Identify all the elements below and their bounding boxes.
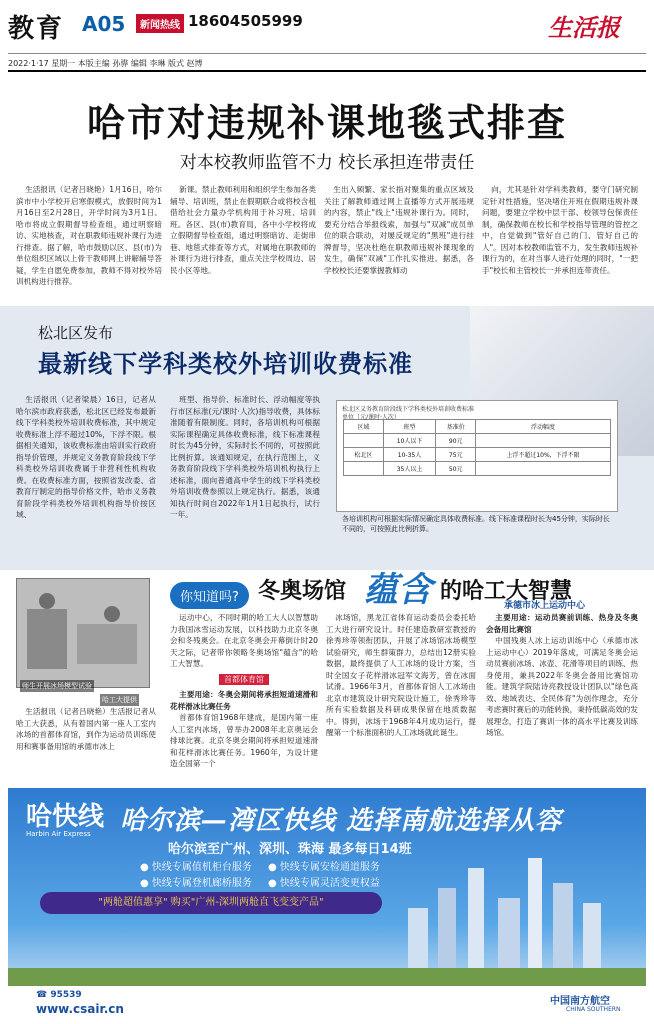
airline-name: 中国南方航空	[550, 996, 610, 1007]
ad-subtitle: 哈尔滨至广州、深圳、珠海 最多每日14班	[168, 842, 412, 857]
did-you-know-bubble: 你知道吗?	[170, 582, 249, 609]
table-cell: 75元	[436, 448, 476, 462]
table-unit: 单位（元/课时·人次）	[342, 414, 400, 421]
ad-bullet: ● 快线专属灵活变更权益	[268, 878, 380, 889]
article2-kicker: 松北区发布	[38, 324, 114, 342]
table-header: 浮动幅度	[476, 420, 611, 434]
article3-col4: 主要用途：运动员赛前训练、热身及冬奥会备用比赛馆 中国残奥人冰上运动训练中心（承德市冰上运动中心）2019年落成，可满足冬奥会运动员赛前冰场、冰壶、花滑等项目的训练、热身使用，兼具2022年冬奥会备用比赛馆功能。建筑学院陆诗亮教授设计团队以"绿色高效、地域表达、全民体育"为创作理念，充分考虑赛时赛后的功能转换，秉持低碳高效的发展理念，打造了赛训一体的高水平比赛及训练场馆。	[486, 613, 638, 737]
table-row	[344, 462, 611, 476]
photo-illustration	[17, 579, 149, 687]
ice-rink-test-photo	[16, 578, 150, 688]
table-cell	[476, 462, 611, 476]
ad-brand-name: 哈快线	[26, 802, 105, 832]
section-name: 教育	[8, 14, 65, 44]
header-rule	[8, 70, 646, 72]
article1-col4: 向，尤其是针对学科类教师，要守门研究制定针对性措施，坚决堵住开班在假期违规补课问题，要建立学校中层干部、校领导包保责任制，确保教师在校长和学校指导管理的管控之中，自觉做到"管好自己的门、管好自己的人"。因对本校教师监管不力，发生教师违规补课行为的，在对当事人进行处理的同时，"一把手"校长和主管校长一并承担连带责任。	[482, 185, 638, 275]
table-row	[344, 448, 611, 462]
subheadline-1: 对本校教师监管不力 校长承担连带责任	[179, 153, 475, 173]
ad-website[interactable]: www.csair.cn	[36, 1002, 124, 1016]
headline-2: 最新线下学科类校外培训收费标准	[38, 350, 413, 378]
headline-3-highlight: 蕴含	[364, 570, 432, 610]
ad-title: 哈尔滨—湾区快线 选择南航选择从容	[120, 806, 563, 836]
issue-meta: 2022·1·17 星期一 本版主编 孙骅 编辑 李琳 版式 赵博	[8, 59, 203, 68]
table-cell: 35人以上	[383, 462, 436, 476]
table-cell: 上浮不超过10%，下浮不限	[476, 448, 611, 462]
hotline-number: 18604505999	[188, 12, 303, 30]
page-number: A05	[82, 12, 126, 36]
headline-3-part1: 冬奥场馆	[258, 579, 347, 604]
photo-caption: 师生开展冰场模型试验	[22, 682, 92, 690]
ad-brand-english: Harbin Air Express	[26, 830, 91, 838]
article1-col1: 生活报讯（记者吕晓艳）1月16日，哈尔滨市中小学校开启寒假模式，放假时间为1月16日至2月28日，开学时间为3月1日。哈市将成立假期督导检查组，通过明察暗访、实地核查，对在职教师违规补课行为进行排查。据了解，哈市鼓励以区、县(市)为单位组织区域以上骨干教师网上讲解辅导答疑，学生自愿免费参加，教师不得对校外培训机构进行推荐。	[16, 185, 162, 286]
table-cell	[344, 462, 384, 476]
table-cell: 松北区	[344, 448, 384, 462]
ad-promo-banner: "两舱超值惠享" 购买"广州-深圳两舱直飞变变产品"	[40, 892, 382, 914]
table-cell: 50元	[436, 462, 476, 476]
article1-col2: 新课。禁止教师利用和组织学生参加各类辅导、培训班，禁止在假期联合或将校含租借给社会力量办学机构用于补习班、培训班。各区、县(市)教育局，各中小学校将成立假期督导检查组，通过明察暗访、走街串巷、地毯式排查等方式，对属地在职教师的补课行为进行排查，重点关注学校周边、居民小区等地。	[170, 185, 316, 275]
table-row	[344, 434, 611, 448]
headline-1: 哈市对违规补课地毯式排查	[86, 101, 567, 145]
table-cell: 10-35人	[383, 448, 436, 462]
article3-col3: 冰场馆，黑龙江省体育运动委员会委托哈工大进行研究设计。时任建造教研室教授的徐秀珍等领衔团队，开展了冰场馆冰场模型试验研究，师生群策群力，总结出12册实验数据，最终提供了人工冰场的设计方案，当时全国女子花样滑冰冠军文海芳，曾在冰面试滑。1966年3月，首都体育馆人工冰场由北京市建筑设计研究院设计施工，徐秀珍等所有实验数据及科研成果保留在地质数据中。得到，冰场于1968年4月成功运行，提醒第一个标准面积的人工冰场就此诞生。	[326, 613, 476, 737]
article2-col1: 生活报讯（记者梁晨）16日，记者从哈尔滨市政府获悉，松北区已经发布最新线下学科类校外培训收费标准，其中规定收费标准上浮不超过10%，下浮不限。根据相关通知，该收费标准由培训实行政府指导价管理，并规定义务教育阶段线下学科类校外培训收费属于非营利性机构收费。在收费标准方面，按照省发改委、省教育厅制定的指导价格文件，哈市义务教育阶段学科类校外培训机构指导价按区域、	[16, 395, 156, 519]
header-divider	[8, 53, 646, 54]
subsection-tag: 首都体育馆	[219, 674, 269, 685]
article3-col2: 运动中心，不同时期的哈工大人以智慧助力我国冰雪运动发展，以科技助力北京冬奥会和冬残奥会。在北京冬奥会开幕倒计时20天之际，记者带你领略冬奥场馆"蕴含"的哈工大智慧。 首都体育馆 主要用途：冬奥会期间将承担短道速滑和花样滑冰比赛任务 首都体育馆1968年建成，是国内第一座人工室内冰场，曾举办2008年北京奥运会排球比赛。北京冬奥会期间将承担短道速滑和花样滑冰比赛任务。1960年，为设计建造全国第一个	[170, 613, 318, 768]
article3-col1: 生活报讯（记者吕晓艳）生活报记者从哈工大获悉，从有着国内第一座人工室内冰场的首都体育馆，到作为运动员训练使用和赛事备用馆的承德市冰上	[16, 707, 156, 751]
table-header-row	[344, 420, 611, 434]
article2-col2: 班型、指导价、标准时长、浮动幅度等执行市区标准(元/课时·人次)指导收费，具体标准随着有限制度。同时，各培训机构可根据实际课程确定具体收费标准，线下标准课程时长为45分钟，实际时长不同的，可按照此比例折算。该通知规定，在执行范围上，义务教育阶段线下学科类校外培训机构执行上述标准，面向普通高中学生的线下学科类校外培训收费参照以上规定执行。据悉，该通知执行时间自2022年1月1日起执行，试行一年。	[170, 395, 320, 519]
table-header: 基准价	[436, 420, 476, 434]
table-header: 班型	[383, 420, 436, 434]
ad-bullet: ● 快线专属登机廊桥服务	[140, 878, 252, 889]
newspaper-logo: 生活报	[548, 13, 620, 42]
hotline-label: 新闻热线	[136, 14, 184, 33]
ad-bullet: ● 快线专属值机柜台服务	[140, 862, 252, 873]
airline-name-english: CHINA SOUTHERN	[566, 1006, 621, 1013]
table-note: 各培训机构可根据实际情况确定具体收费标准。线下标准课程时长为45分钟，实际时长不同的，可按照此比例折算。	[342, 515, 610, 533]
headline-3-part2: 的哈工大智慧	[440, 579, 573, 604]
table-cell: 10人以下	[383, 434, 436, 448]
ad-bullet: ● 快线专属安检通道服务	[268, 862, 380, 873]
table-title: 松北区义务教育阶段线下学科类校外培训收费标准	[342, 406, 475, 413]
table-header: 区域	[344, 420, 384, 434]
table-cell	[344, 434, 384, 448]
subsection-use: 主要用途：冬奥会期间将承担短道速滑和花样滑冰比赛任务	[170, 690, 318, 711]
ad-phone: ☎ 95539	[36, 990, 82, 1000]
subsection-title-right: 承德市冰上运动中心	[504, 601, 586, 611]
photo-credit: 哈工大提供	[102, 696, 137, 704]
table-cell	[476, 434, 611, 448]
table-cell: 90元	[436, 434, 476, 448]
article1-col3: 生出入频繁、家长指对聚集的重点区域及关注了解教师通过网上直播等方式开展违规的内容，禁止"线上"违规补课行为。同时，要充分结合举报线索，加强与"双减"成员单位的联合联动，对屡反规定的"黑班"进行挂牌督导，坚决杜绝在职教师违规补课现象的发生，确保"双减"工作扎实推进。据悉，各学校校长还要掌握教师动	[324, 185, 474, 275]
